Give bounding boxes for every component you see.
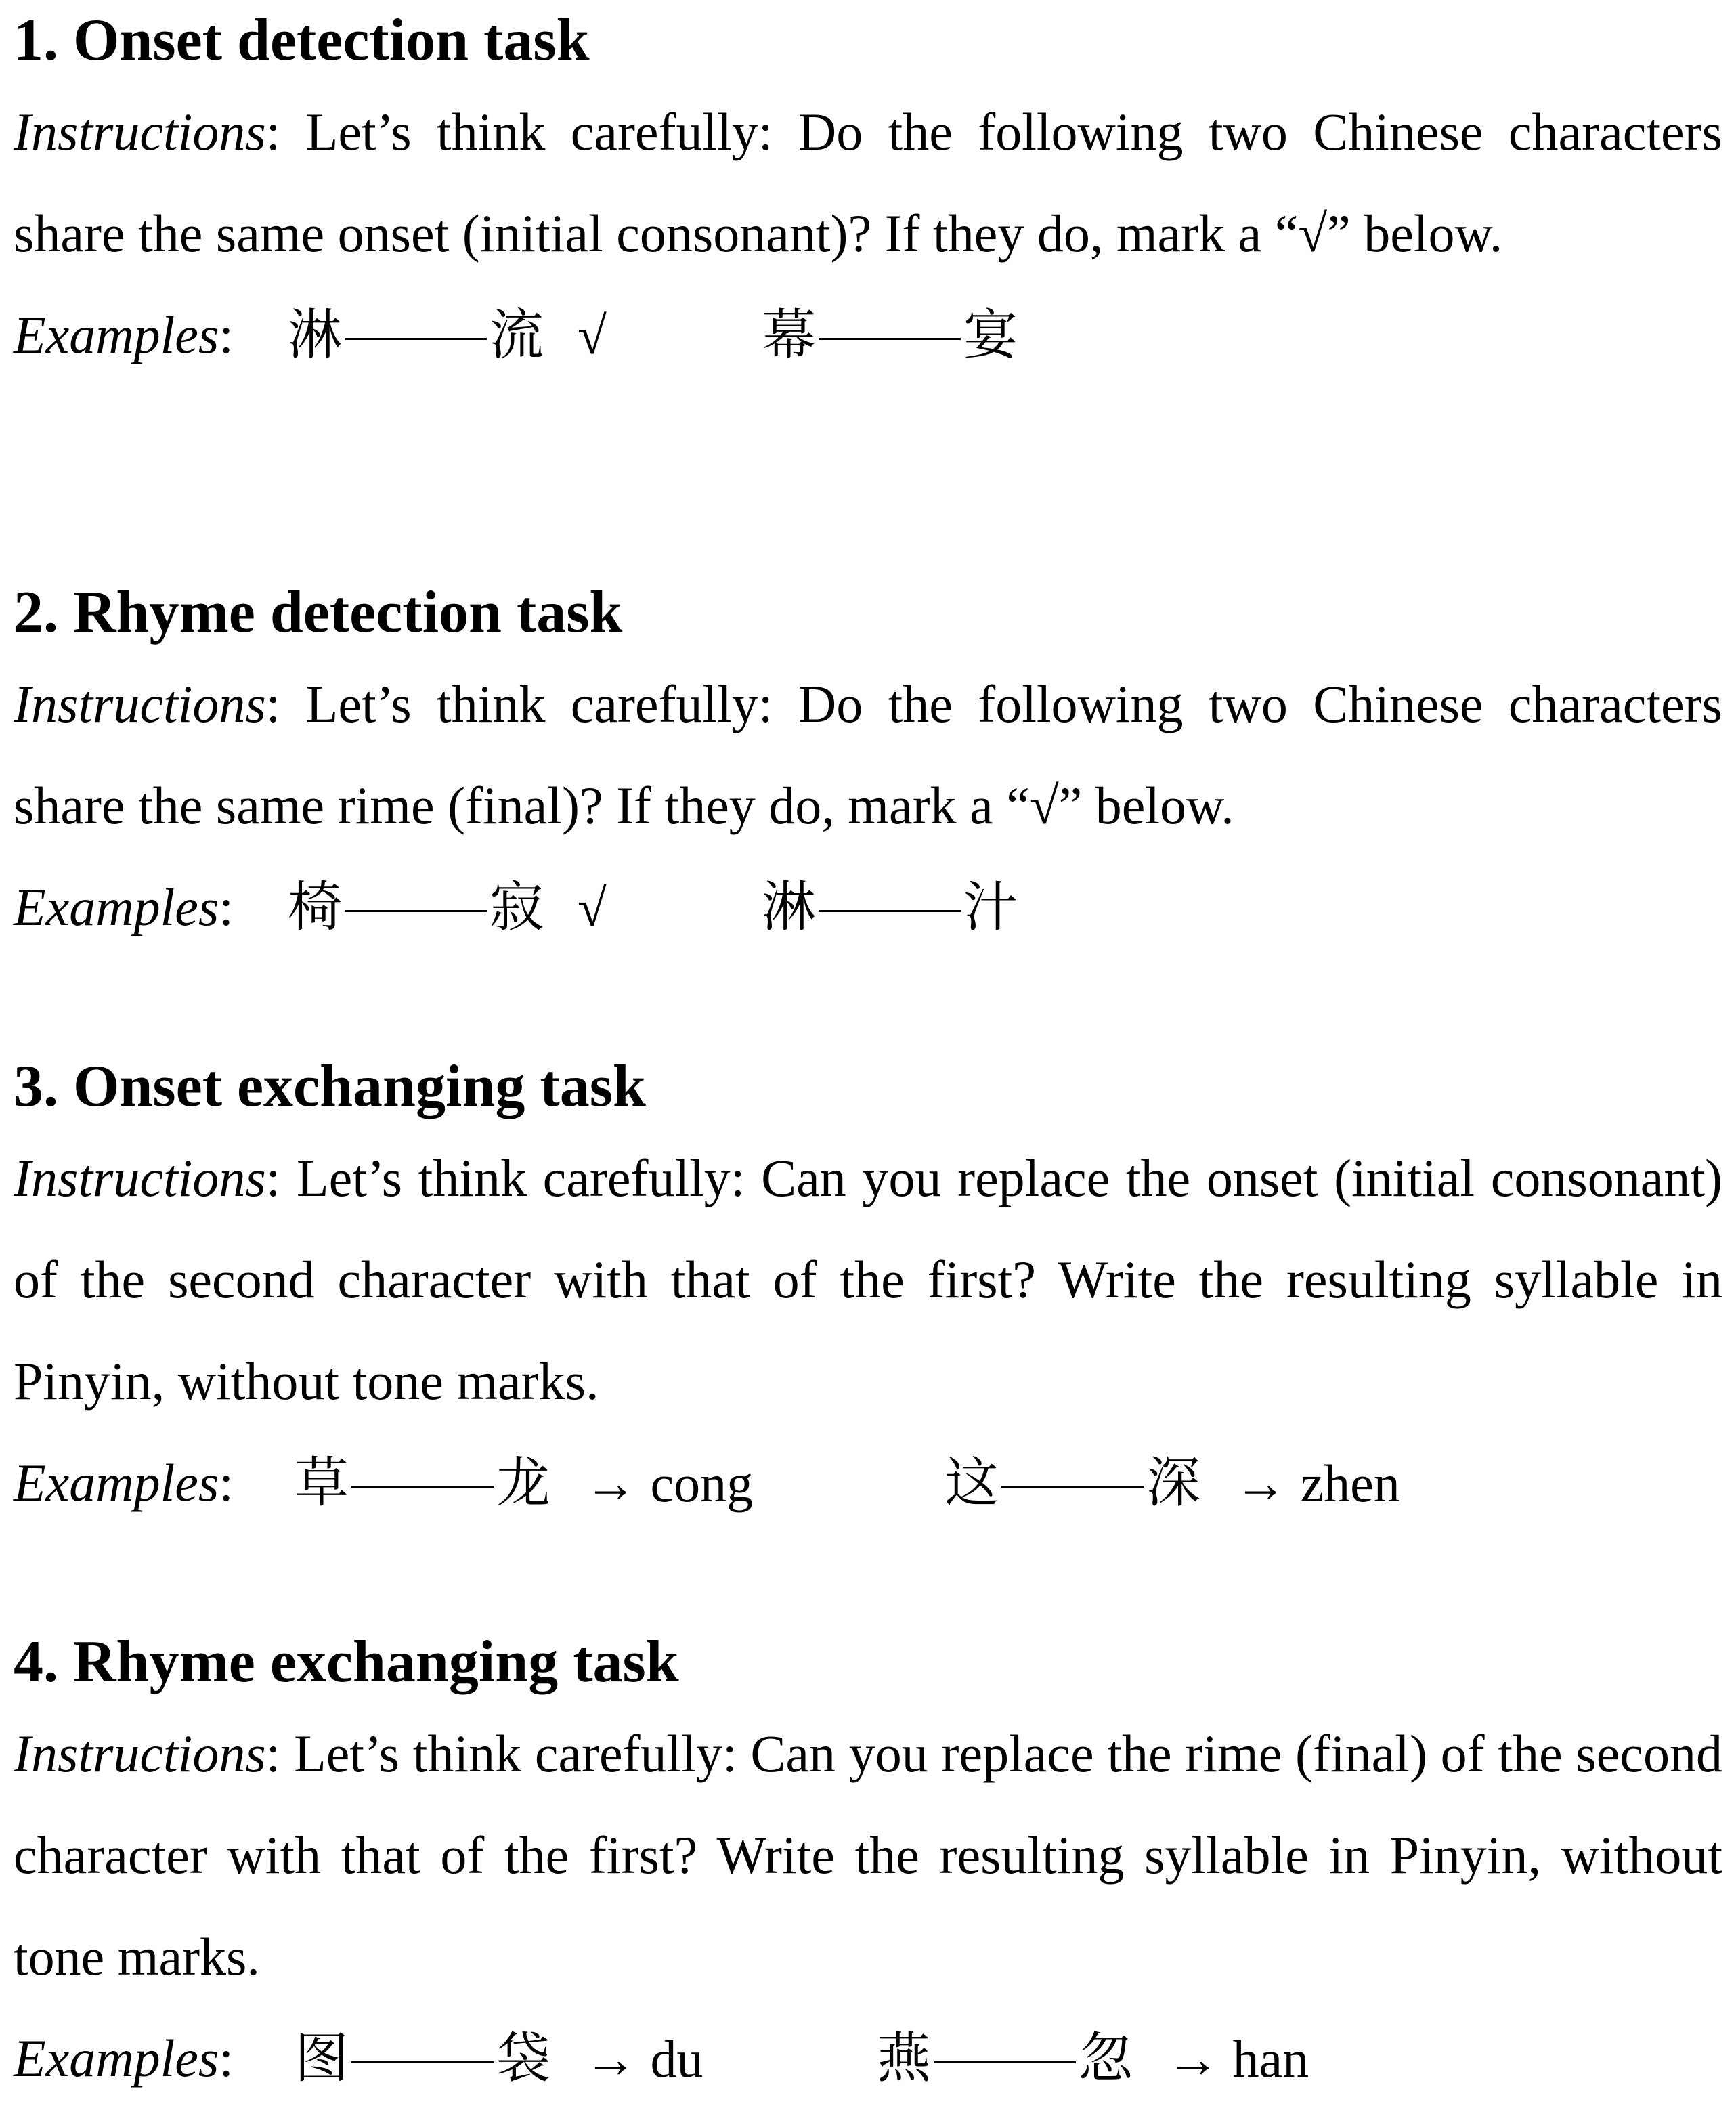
example-pair xyxy=(877,2008,1309,2110)
instructions-text: : Let’s think carefully: Can you replace the onset (initial consonant) of the second character with that of the first? Write the resulting syllable in Pinyin, without tone marks. xyxy=(14,1148,1722,1411)
example-first-char: 椅 xyxy=(288,876,342,939)
instructions-paragraph xyxy=(14,81,1722,284)
examples-row xyxy=(14,857,1722,958)
dash-separator xyxy=(351,2061,494,2063)
example-pair xyxy=(945,1432,1400,1534)
instructions-text: : Let’s think carefully: Do the following two Chinese characters share the same rime (final)? If they do, mark a “√” below. xyxy=(14,674,1722,835)
section-heading: 1. Onset detection task xyxy=(14,7,590,73)
example-first-char: 图 xyxy=(295,2027,349,2090)
dash-separator xyxy=(819,338,961,340)
instructions-text: : Let’s think carefully: Can you replace the rime (final) of the second character with that of the first? Write the resulting syllable in Pinyin, without tone marks. xyxy=(14,1724,1722,1986)
check-mark: √ xyxy=(578,878,607,937)
examples-colon: : xyxy=(219,305,234,364)
example-second-char: 忽 xyxy=(1079,2027,1133,2090)
section-heading: 3. Onset exchanging task xyxy=(14,1054,646,1119)
example-first-char: 燕 xyxy=(877,2027,931,2090)
instructions-paragraph xyxy=(14,653,1722,857)
section-rhyme-exchanging xyxy=(14,1622,1722,2109)
example-first-char: 幕 xyxy=(762,303,816,366)
example-second-char: 流 xyxy=(490,303,544,366)
example-second-char: 袋 xyxy=(496,2027,550,2090)
result-syllable: → cong xyxy=(584,1454,754,1513)
dash-separator xyxy=(1001,1486,1144,1488)
examples-colon: : xyxy=(219,2029,234,2088)
section-heading: 4. Rhyme exchanging task xyxy=(14,1629,679,1695)
dash-separator xyxy=(345,338,487,340)
dash-separator xyxy=(351,1486,494,1488)
dash-separator xyxy=(934,2061,1076,2063)
instructions-label: Instructions xyxy=(14,1148,266,1207)
instructions-paragraph xyxy=(14,1703,1722,2008)
examples-row xyxy=(14,1432,1722,1534)
example-second-char: 深 xyxy=(1146,1451,1200,1514)
dash-separator xyxy=(819,910,961,912)
examples-label: Examples xyxy=(14,1453,219,1512)
example-first-char: 淋 xyxy=(288,303,342,366)
examples-label: Examples xyxy=(14,2029,219,2088)
section-onset-detection xyxy=(14,0,1722,386)
example-pair xyxy=(295,1432,753,1534)
instructions-label: Instructions xyxy=(14,674,266,733)
section-rhyme-detection xyxy=(14,572,1722,958)
instructions-label: Instructions xyxy=(14,102,266,161)
examples-label: Examples xyxy=(14,305,219,364)
dash-separator xyxy=(345,910,487,912)
example-first-char: 草 xyxy=(295,1451,349,1514)
examples-label: Examples xyxy=(14,878,219,936)
examples-row xyxy=(14,284,1722,386)
example-second-char: 寂 xyxy=(490,876,544,939)
instructions-paragraph xyxy=(14,1127,1722,1432)
result-syllable: → han xyxy=(1167,2029,1309,2088)
check-mark: √ xyxy=(578,306,607,365)
example-pair xyxy=(762,857,1051,959)
result-syllable: → zhen xyxy=(1234,1454,1400,1513)
examples-row xyxy=(14,2008,1722,2109)
result-syllable: → du xyxy=(584,2029,703,2088)
example-first-char: 淋 xyxy=(762,876,816,939)
example-second-char: 宴 xyxy=(963,303,1018,366)
example-pair xyxy=(295,2008,703,2110)
example-pair xyxy=(762,284,1051,387)
example-first-char: 这 xyxy=(945,1451,999,1514)
example-pair xyxy=(288,857,607,959)
instructions-text: : Let’s think carefully: Do the following two Chinese characters share the same onset (initial consonant)? If they do, mark a “√” below. xyxy=(14,102,1722,263)
instructions-label: Instructions xyxy=(14,1724,266,1783)
section-onset-exchanging xyxy=(14,1046,1722,1534)
example-second-char: 汁 xyxy=(963,876,1018,939)
section-heading: 2. Rhyme detection task xyxy=(14,580,623,645)
examples-colon: : xyxy=(219,878,234,936)
example-pair xyxy=(288,284,607,387)
examples-colon: : xyxy=(219,1453,234,1512)
example-second-char: 龙 xyxy=(496,1451,550,1514)
